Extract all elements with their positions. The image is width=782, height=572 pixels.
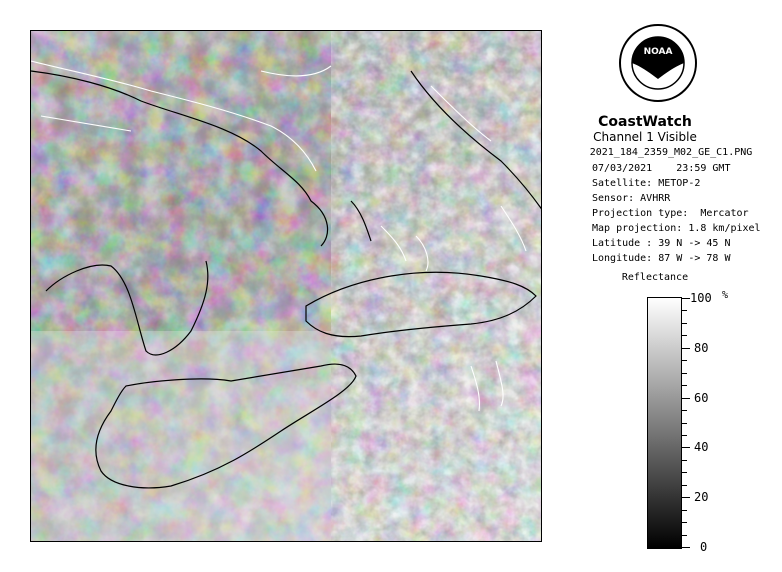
satellite-image-svg <box>31 31 542 542</box>
colorbar-tick <box>682 385 687 386</box>
colorbar-tick <box>682 497 690 498</box>
map-projection-label: Map projection: 1.8 km/pixel <box>592 223 761 234</box>
channel-label: Channel 1 Visible <box>593 130 697 144</box>
colorbar-tick <box>682 423 687 424</box>
noaa-logo <box>618 23 698 103</box>
colorbar-tick-label: 20 <box>694 490 709 504</box>
colorbar-tick <box>682 323 687 324</box>
colorbar-tick-label: 80 <box>694 341 709 355</box>
colorbar-tick <box>682 310 687 311</box>
colorbar-tick <box>682 547 690 548</box>
colorbar-tick-label: 0 <box>700 540 708 554</box>
colorbar-tick <box>682 360 687 361</box>
colorbar-tick <box>682 510 687 511</box>
colorbar-tick <box>682 298 690 299</box>
projection-type-label: Projection type: Mercator <box>592 208 749 219</box>
colorbar-tick <box>682 335 687 336</box>
acquisition-datetime: 07/03/2021 23:59 GMT <box>592 163 731 174</box>
colorbar-title: Reflectance <box>621 272 689 283</box>
satellite-label: Satellite: METOP-2 <box>592 178 701 189</box>
latitude-range-label: Latitude : 39 N -> 45 N <box>592 238 731 249</box>
colorbar-tick <box>682 535 687 536</box>
colorbar-tick <box>682 435 687 436</box>
noaa-logo-text: NOAA <box>643 47 673 57</box>
brand-title: CoastWatch <box>598 114 692 130</box>
colorbar-tick <box>682 472 687 473</box>
colorbar-tick-label: 40 <box>694 440 709 454</box>
colorbar-tick <box>682 447 690 448</box>
colorbar-tick <box>682 410 687 411</box>
image-filename: 2021_184_2359_M02_GE_C1.PNG <box>589 147 753 158</box>
colorbar-tick-label: 100 <box>690 291 712 305</box>
colorbar-unit: % <box>722 290 729 301</box>
sensor-label: Sensor: AVHRR <box>592 193 671 204</box>
satellite-image <box>30 30 542 542</box>
colorbar-tick <box>682 398 690 399</box>
colorbar-tick <box>682 373 687 374</box>
colorbar-tick <box>682 460 687 461</box>
colorbar-tick <box>682 485 687 486</box>
longitude-range-label: Longitude: 87 W -> 78 W <box>592 253 731 264</box>
colorbar-tick-label: 60 <box>694 391 709 405</box>
colorbar-tick <box>682 348 690 349</box>
reflectance-colorbar <box>647 297 682 549</box>
colorbar-tick <box>682 522 687 523</box>
